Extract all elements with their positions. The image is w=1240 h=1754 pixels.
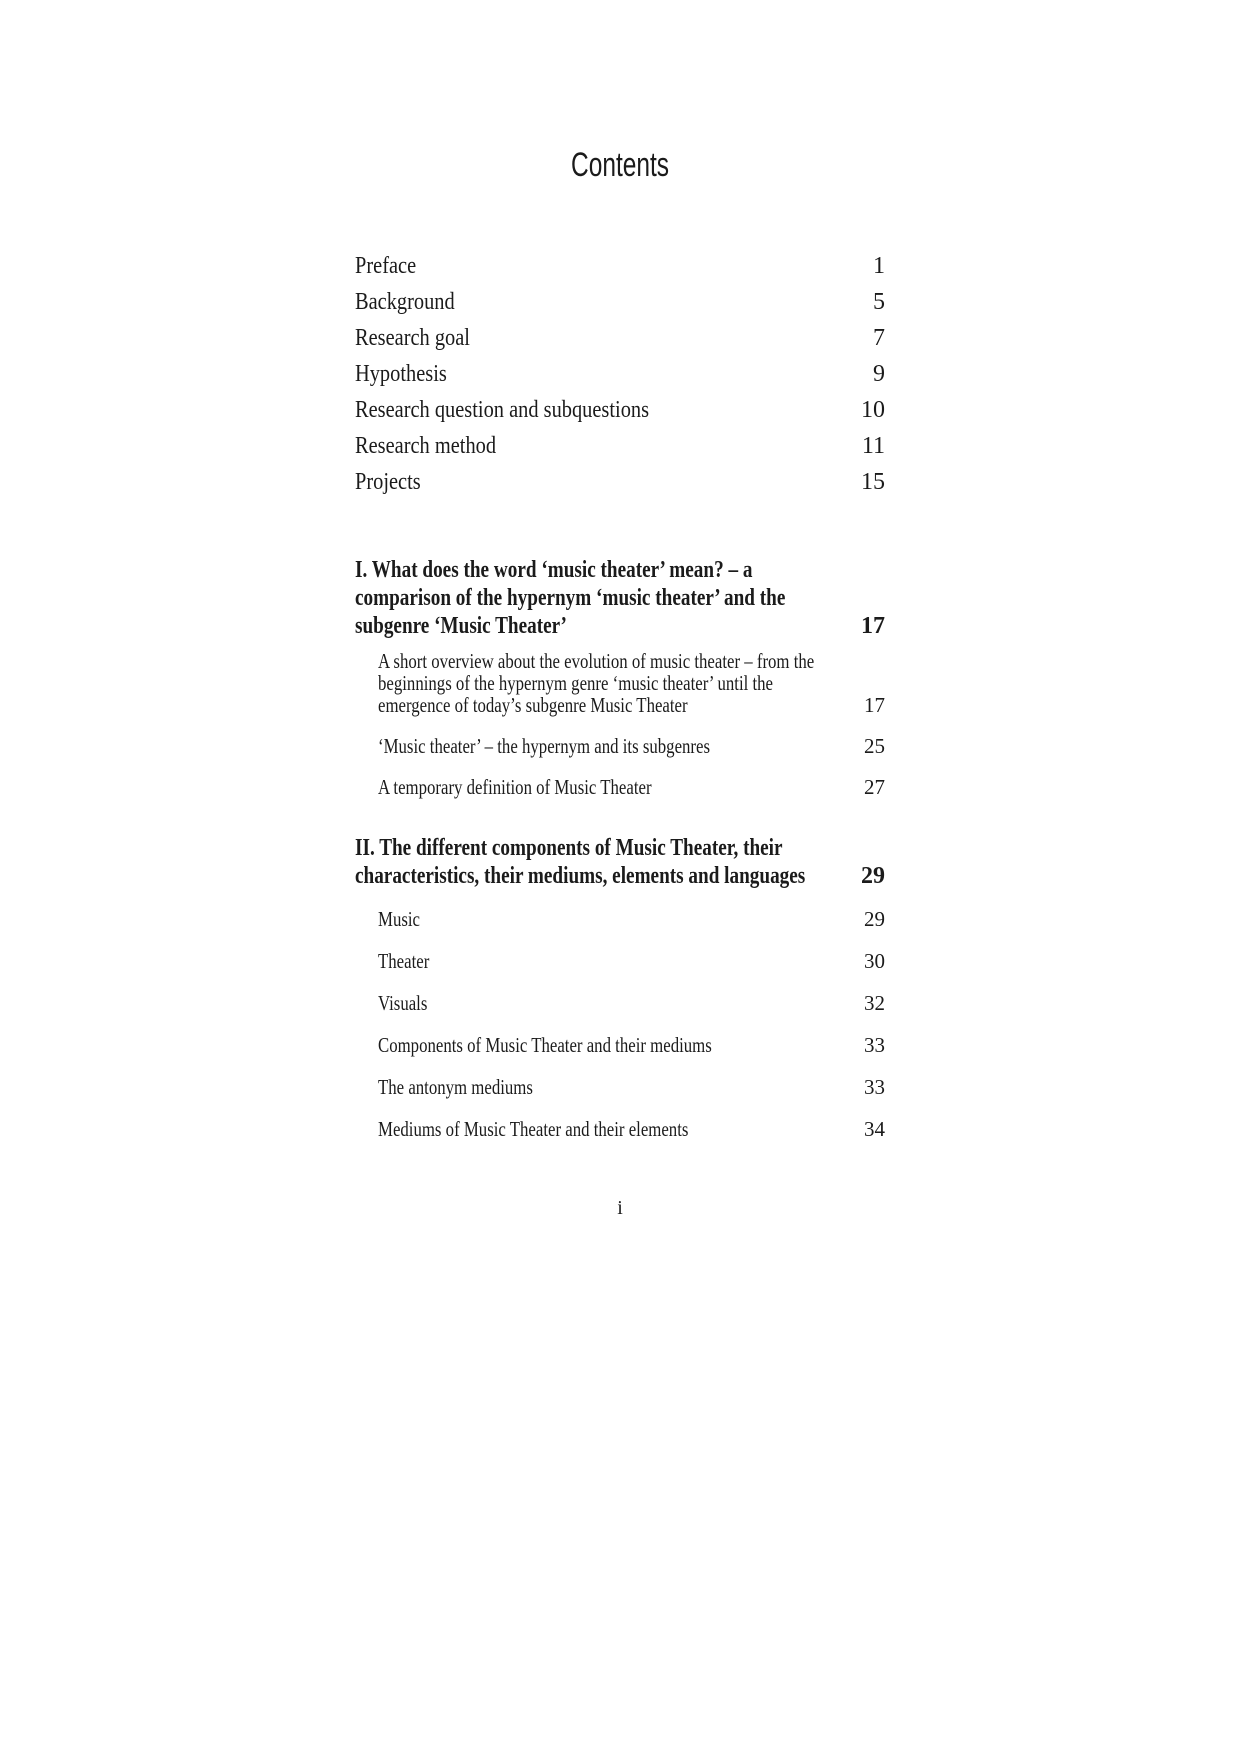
toc-entry-music: [378, 908, 885, 930]
section-1-page-number: 17: [861, 613, 885, 639]
toc-row-research-method: [355, 428, 885, 464]
toc-row-hypothesis: [355, 356, 885, 392]
toc-entry-antonym-mediums: [378, 1076, 885, 1098]
toc-entry-label: Research question and subquestions: [355, 397, 650, 423]
toc-entry-text: Theater: [378, 949, 430, 973]
toc-entry-page-number: 27: [864, 775, 885, 799]
page-title-text: Contents: [571, 146, 669, 184]
toc-entry-page-number: 33: [864, 1075, 885, 1099]
toc-row-research-goal: [355, 320, 885, 356]
toc-entry-page-number: 10: [861, 397, 885, 423]
toc-entry-visuals: [378, 992, 885, 1014]
toc-entry-text: A temporary definition of Music Theater: [378, 775, 652, 799]
toc-entry-page-number: 17: [864, 693, 885, 717]
toc-row-preface: [355, 248, 885, 284]
toc-entry-page-number: 33: [864, 1033, 885, 1057]
toc-entry-text: ‘Music theater’ – the hypernym and its subgenres: [378, 734, 711, 758]
toc-entry-text: A short overview about the evolution of music theater – from the beginnings of the hypernym genre ‘music theater’ until the emergence of today’s subgenre Music Theater: [378, 649, 815, 717]
toc-entry-label: Hypothesis: [355, 361, 447, 387]
toc-entry-text: The antonym mediums: [378, 1075, 533, 1099]
toc-entry-page-number: 29: [864, 907, 885, 931]
toc-entry-mediums-elements: [378, 1118, 885, 1140]
section-2-entries: [378, 908, 885, 1160]
toc-entry-page-number: 25: [864, 734, 885, 758]
section-1-entries: [378, 650, 885, 817]
toc-entry-page-number: 9: [873, 361, 885, 387]
toc-entry-page-number: 30: [864, 949, 885, 973]
toc-entry-label: Research goal: [355, 325, 470, 351]
toc-entry-text: Visuals: [378, 991, 428, 1015]
toc-entry-page-number: 34: [864, 1117, 885, 1141]
section-2-heading: [355, 834, 885, 890]
section-2-heading-text: II. The different components of Music Theater, their characteristics, their mediums, elements and languages: [355, 835, 806, 889]
toc-entry-components-mediums: [378, 1034, 885, 1056]
toc-entry-label: Preface: [355, 253, 417, 279]
toc-entry-label: Projects: [355, 469, 421, 495]
section-2-page-number: 29: [861, 863, 885, 889]
toc-entry-text: Components of Music Theater and their mediums: [378, 1033, 712, 1057]
toc-entry-page-number: 5: [873, 289, 885, 315]
toc-row-background: [355, 284, 885, 320]
toc-entry-label: Background: [355, 289, 455, 315]
section-1-heading-text: I. What does the word ‘music theater’ mean? – a comparison of the hypernym ‘music theater’ and the subgenre ‘Music Theater’: [355, 557, 786, 639]
toc-entry-theater: [378, 950, 885, 972]
front-matter-list: [355, 248, 885, 500]
toc-entry-page-number: 15: [861, 469, 885, 495]
toc-entry-short-overview: [378, 650, 885, 716]
toc-entry-page-number: 1: [873, 253, 885, 279]
section-1-heading: [355, 556, 885, 640]
toc-entry-text: Music: [378, 907, 420, 931]
toc-row-research-question: [355, 392, 885, 428]
toc-entry-temporary-definition: [378, 776, 885, 798]
toc-entry-text: Mediums of Music Theater and their elements: [378, 1117, 689, 1141]
toc-entry-page-number: 11: [861, 433, 885, 459]
toc-entry-page-number: 32: [864, 991, 885, 1015]
page-title: [0, 145, 1240, 185]
toc-entry-hypernym-subgenres: [378, 735, 885, 757]
toc-entry-page-number: 7: [873, 325, 885, 351]
footer-page-number: i: [617, 1197, 623, 1219]
toc-entry-label: Research method: [355, 433, 497, 459]
toc-row-projects: [355, 464, 885, 500]
